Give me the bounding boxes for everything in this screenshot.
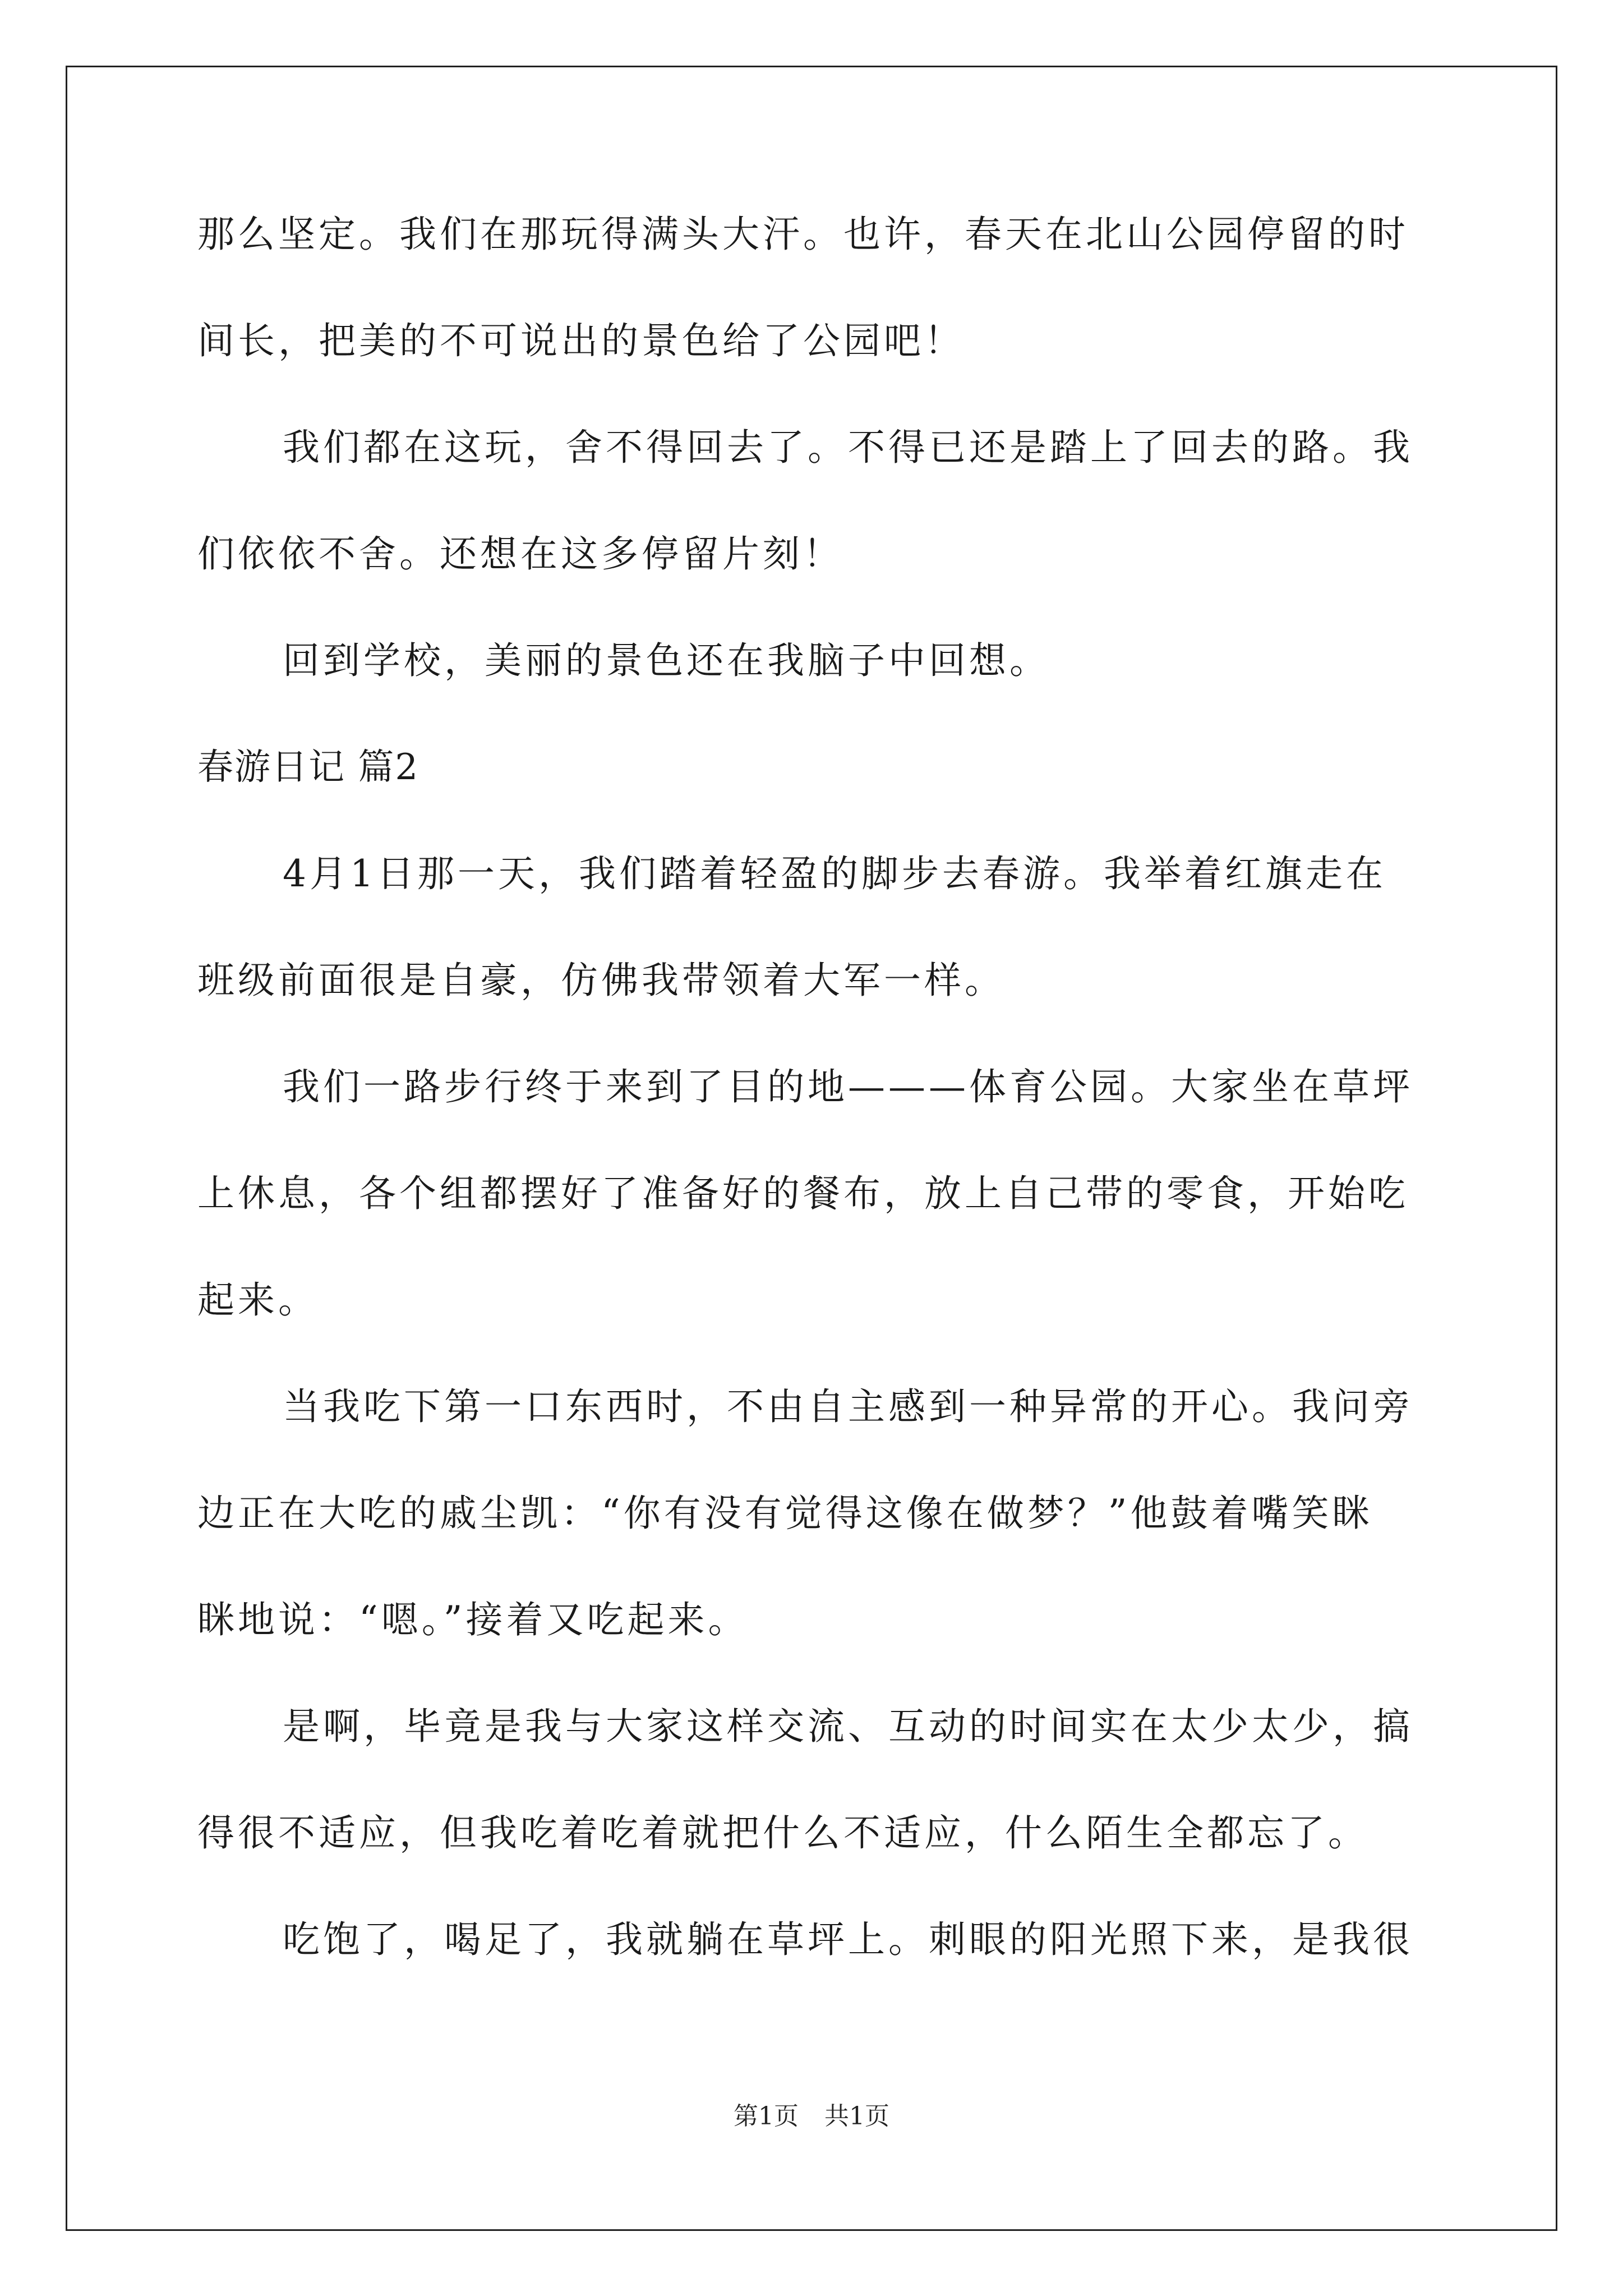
paragraph <box>197 213 1431 362</box>
text-line: 班级前面很是自豪，仿佛我带领着大军一样。 <box>197 959 1005 1002</box>
text-line: 是啊，毕竟是我与大家这样交流、互动的时间实在太少太少，搞 <box>283 1705 1413 1748</box>
paragraph <box>197 1918 1431 1961</box>
page-number-current: 第1页 <box>734 2102 799 2131</box>
page-number-total: 共1页 <box>824 2102 889 2131</box>
text-line: 间长，把美的不可说出的景色给了公园吧！ <box>197 319 965 362</box>
text-line: 回到学校，美丽的景色还在我脑子中回想。 <box>283 639 1050 682</box>
paragraph <box>197 1066 1431 1322</box>
text-line: 4月1日那一天，我们踏着轻盈的脚步去春游。我举着红旗走在 <box>283 852 1386 895</box>
text-line: 得很不适应，但我吃着吃着就把什么不适应，什么陌生全都忘了。 <box>197 1811 1368 1855</box>
text-line: 我们一路步行终于来到了目的地———体育公园。大家坐在草坪 <box>283 1065 1413 1108</box>
heading-text: 春游日记 篇2 <box>197 747 419 788</box>
text-line: 上休息，各个组都摆好了准备好的餐布，放上自己带的零食，开始吃 <box>197 1172 1409 1215</box>
text-line: 那么坚定。我们在那玩得满头大汗。也许，春天在北山公园停留的时 <box>197 213 1409 256</box>
document-body <box>197 213 1431 1961</box>
text-line: 起来。 <box>197 1278 319 1322</box>
paragraph <box>197 1705 1431 1855</box>
text-line: 眯地说：“嗯。”接着又吃起来。 <box>197 1598 749 1641</box>
paragraph <box>197 639 1431 682</box>
text-line: 边正在大吃的戚尘凯：“你有没有觉得这像在做梦？”他鼓着嘴笑眯 <box>197 1492 1373 1535</box>
section-heading <box>197 746 1431 789</box>
paragraph <box>197 853 1431 1002</box>
paragraph <box>197 1386 1431 1641</box>
text-line: 当我吃下第一口东西时，不由自主感到一种异常的开心。我问旁 <box>283 1385 1413 1428</box>
page-footer <box>0 2102 1623 2131</box>
text-line: 吃饱了，喝足了，我就躺在草坪上。刺眼的阳光照下来，是我很 <box>283 1918 1413 1961</box>
text-line: 们依依不舍。还想在这多停留片刻！ <box>197 532 843 576</box>
text-line: 我们都在这玩，舍不得回去了。不得已还是踏上了回去的路。我 <box>283 426 1413 469</box>
paragraph <box>197 426 1431 576</box>
